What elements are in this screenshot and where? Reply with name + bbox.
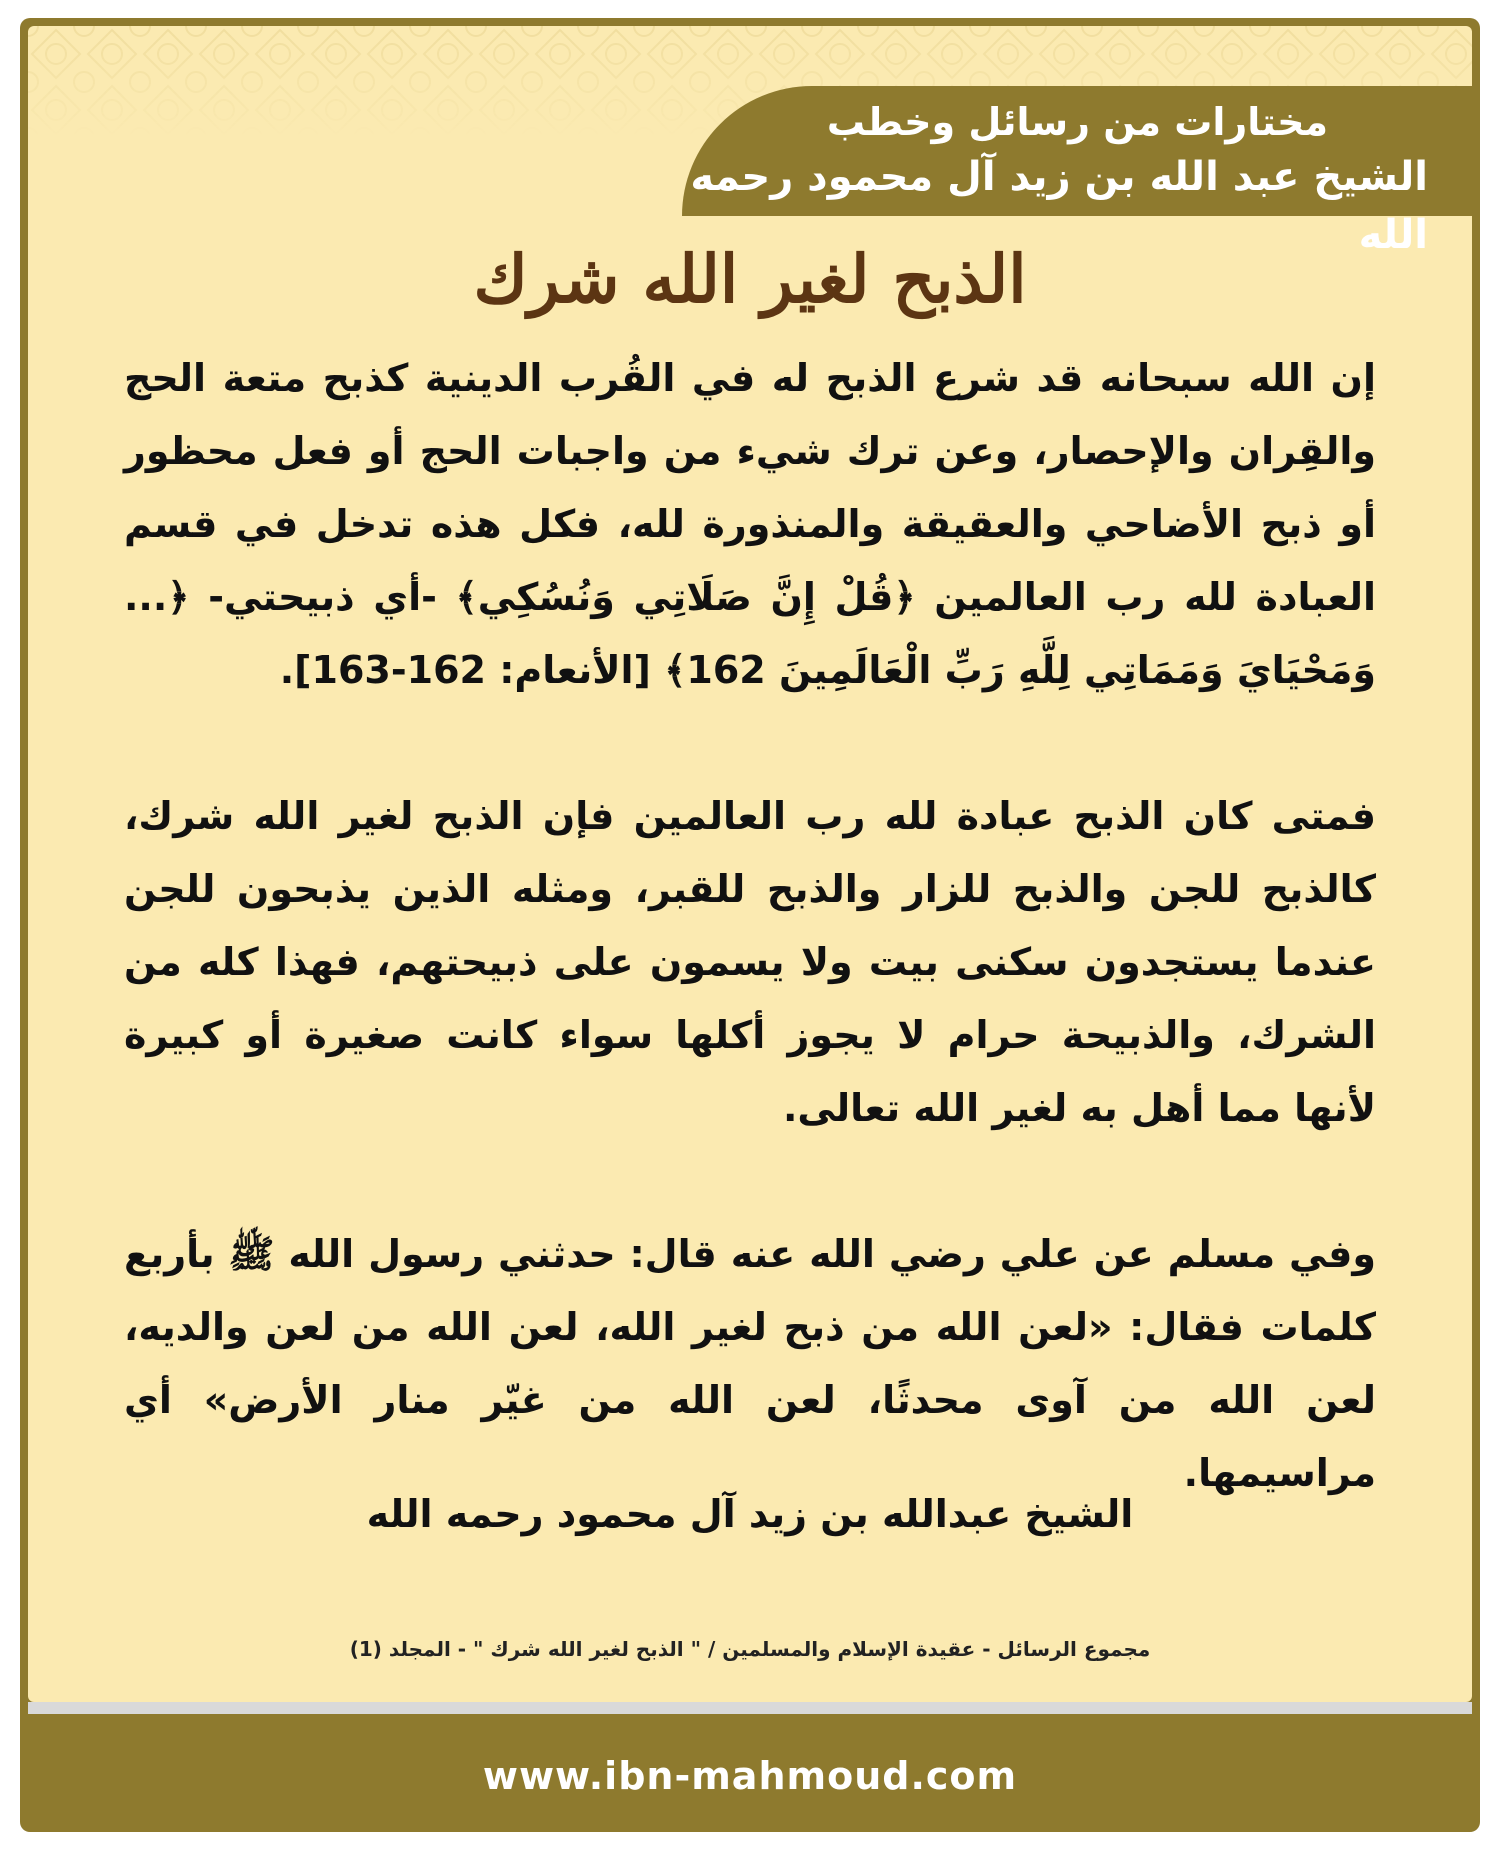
header-collection-title: مختارات من رسائل وخطب — [826, 100, 1328, 144]
article-title: الذبح لغير الله شرك — [473, 240, 1027, 318]
paragraph-3: وفي مسلم عن علي رضي الله عنه قال: حدثني رسول الله ﷺ بأربع كلمات فقال: «لعن الله من ذبح لغير الله، لعن الله من لعن والديه، لعن الله من آوى محدثًا، لعن الله من غيّر منار الأرض» أي مراسيمها. — [124, 1232, 1376, 1495]
footer-website-link[interactable]: www.ibn-mahmoud.com — [482, 1754, 1018, 1798]
source-citation: مجموع الرسائل - عقيدة الإسلام والمسلمين / " الذبح لغير الله شرك " - المجلد (1) — [349, 1637, 1151, 1661]
paragraph-1: إن الله سبحانه قد شرع الذبح له في القُرب الدينية كذبح متعة الحج والقِران والإحصار، وعن ترك شيء من واجبات الحج أو فعل محظور أو ذبح الأضاحي والعقيقة والمنذورة لله، فكل هذه تدخل في قسم العبادة لله رب العالمين ﴿قُلْ إِنَّ صَلَاتِي وَنُسُكِي﴾ -أي ذبيحتي- ﴿... وَمَحْيَايَ وَمَمَاتِي لِلَّهِ رَبِّ الْعَالَمِينَ 162﴾ [الأنعام: 162-163]. — [124, 356, 1376, 692]
page-frame — [20, 18, 1480, 1832]
paragraph-2: فمتى كان الذبح عبادة لله رب العالمين فإن الذبح لغير الله شرك، كالذبح للجن والذبح للزار والذبح للقبر، ومثله الذين يذبحون للجن عندما يستجدون سكنى بيت ولا يسمون على ذبيحتهم، فهذا كله من الشرك، والذبيحة حرام لا يجوز أكلها سواء كانت صغيرة أو كبيرة لأنها مما أهل به لغير الله تعالى. — [124, 794, 1376, 1130]
content-panel — [28, 26, 1472, 1702]
header-author-name: الشيخ عبد الله بن زيد آل محمود رحمه الله — [690, 154, 1428, 258]
footer-divider — [28, 1702, 1472, 1714]
author-signature: الشيخ عبدالله بن زيد آل محمود رحمه الله — [366, 1492, 1134, 1536]
header-banner — [682, 86, 1472, 258]
article-body — [124, 342, 1376, 1510]
